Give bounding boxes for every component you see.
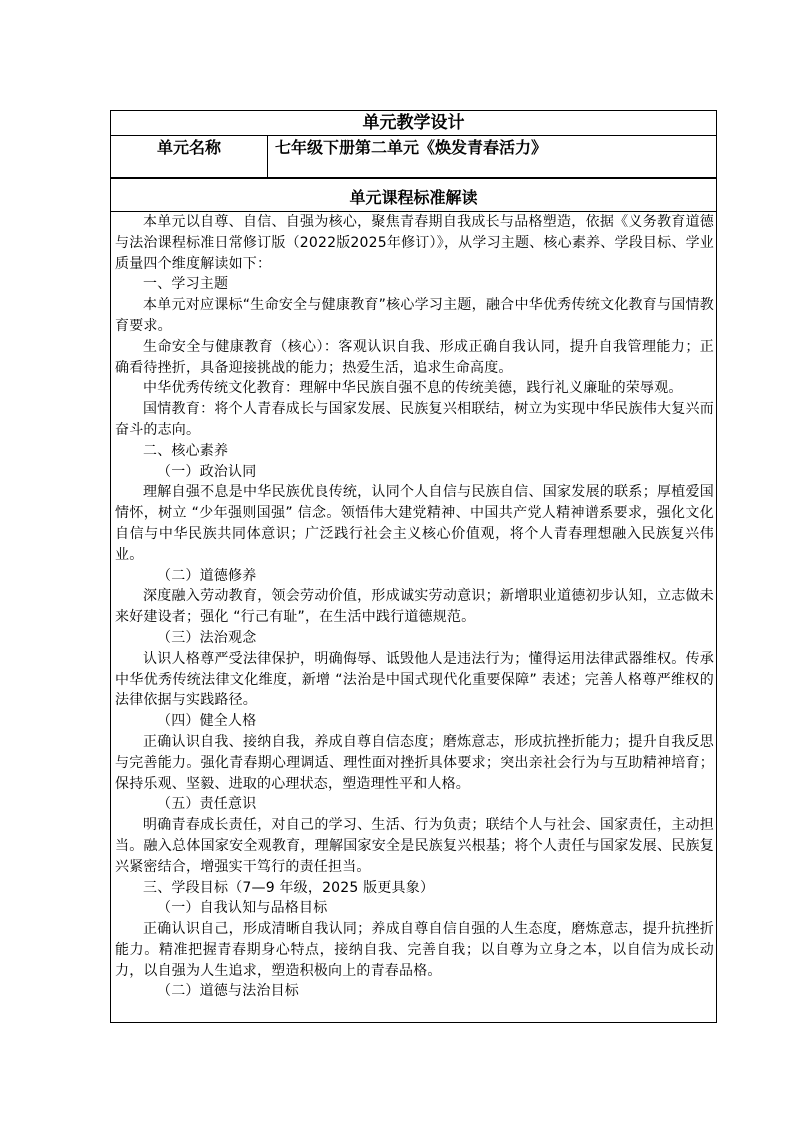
heading: 一、学习主题 xyxy=(143,276,229,293)
paragraph: 认识人格尊严受法律保护，明确侮辱、诋毁他人是违法行为；懂得运用法律武器维权。传承中华优秀传统法律文化维度，新增 “法治是中国式现代化重要保障” 表述；完善人格尊严维权的法律依据与实践路径。 xyxy=(115,650,714,709)
subheading: （一）自我认知与品格目标 xyxy=(157,900,328,917)
paragraph: 深度融入劳动教育，领会劳动价值，形成诚实劳动意识；新增职业道德初步认知，立志做未来好建设者；强化 “行己有耻”，在生活中践行道德规范。 xyxy=(115,588,714,626)
unit-name-row xyxy=(111,136,716,178)
unit-name-value: 七年级下册第二单元《焕发青春活力》 xyxy=(275,138,548,157)
paragraph: 本单元对应课标“生命安全与健康教育”核心学习主题，融合中华优秀传统文化教育与国情教育要求。 xyxy=(115,297,714,334)
paragraph: 正确认识自己，形成清晰自我认同；养成自尊自信自强的人生态度，磨炼意志，提升抗挫折能力。精准把握青春期身心特点，接纳自我、完善自我；以自尊为立身之本，以自信为成长动力，以自强为人生追求，塑造积极向上的青春品格。 xyxy=(115,921,714,979)
subheading: （五）责任意识 xyxy=(157,796,257,813)
subheading: （三）法治观念 xyxy=(157,629,257,646)
heading: 三、学段目标（7—9 年级，2025 版更具象） xyxy=(143,879,435,896)
paragraph: 本单元以自尊、自信、自强为核心，聚焦青春期自我成长与品格塑造，依据《义务教育道德与法治课程标准日常修订版（2022版2025年修订）》，从学习主题、核心素养、学段目标、学业质量四个维度解读如下： xyxy=(115,214,714,272)
paragraph: 正确认识自我、接纳自我，养成自尊自信态度；磨炼意志，形成抗挫折能力；提升自我反思与完善能力。强化青春期心理调适、理性面对挫折具体要求；突出亲社会行为与互助精神培育；保持乐观、坚毅、进取的心理状态，塑造理性平和人格。 xyxy=(115,733,714,792)
subheading: （二）道德修养 xyxy=(157,567,257,584)
paragraph: 中华优秀传统文化教育：理解中华民族自强不息的传统美德，践行礼义廉耻的荣辱观。 xyxy=(143,380,683,397)
paragraph: 生命安全与健康教育（核心）：客观认识自我、形成正确自我认同，提升自我管理能力；正确看待挫折，具备迎接挑战的能力；热爱生活，追求生命高度。 xyxy=(115,338,714,376)
subheading: （一）政治认同 xyxy=(157,463,257,480)
paragraph: 国情教育：将个人青春成长与国家发展、民族复兴相联结，树立为实现中华民族伟大复兴而奋斗的志向。 xyxy=(115,401,714,438)
subheading: （二）道德与法治目标 xyxy=(157,983,299,1000)
section-title: 单元课程标准解读 xyxy=(111,185,716,212)
content-body xyxy=(115,212,714,1002)
unit-design-table xyxy=(110,110,717,1023)
unit-name-label: 单元名称 xyxy=(111,136,268,177)
paragraph: 明确青春成长责任，对自己的学习、生活、行为负责；联结个人与社会、国家责任，主动担当。融入总体国家安全观教育，理解国家安全是民族复兴根基；将个人责任与国家发展、民族复兴紧密结合，增强实干笃行的责任担当。 xyxy=(115,817,714,875)
paragraph: 理解自强不息是中华民族优良传统，认同个人自信与民族自信、国家发展的联系；厚植爱国情怀，树立 “少年强则国强” 信念。领悟伟大建党精神、中国共产党人精神谱系要求，强化文化自信与中华民族共同体意识；广泛践行社会主义核心价值观，将个人青春理想融入民族复兴伟业。 xyxy=(115,484,714,563)
heading: 二、核心素养 xyxy=(143,442,229,459)
divider-row xyxy=(111,177,716,179)
table-title: 单元教学设计 xyxy=(111,111,716,136)
subheading: （四）健全人格 xyxy=(157,713,257,730)
